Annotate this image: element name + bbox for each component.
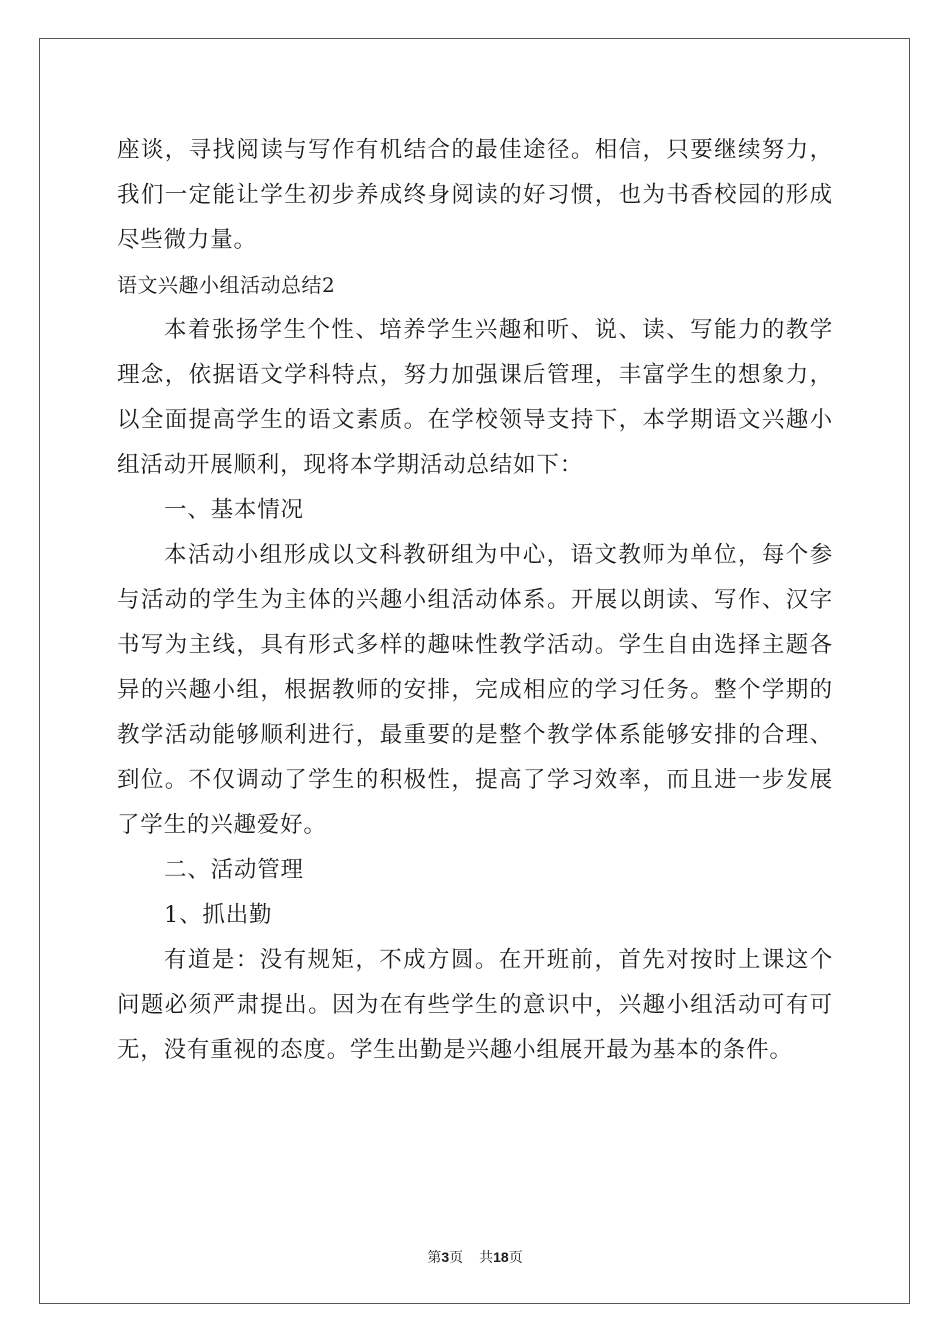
- text-line: 无，没有重视的态度。学生出勤是兴趣小组展开最为基本的条件。: [117, 1037, 793, 1063]
- document-body: [117, 128, 833, 1073]
- page-footer: [0, 1247, 950, 1267]
- section-heading: [117, 263, 833, 308]
- page-prefix: 第: [427, 1250, 442, 1266]
- total-page-count: 18: [493, 1249, 509, 1265]
- text-line: 我们一定能让学生初步养成终身阅读的好习惯，也为书香校园的形成: [117, 182, 833, 208]
- text-line: 异的兴趣小组，根据教师的安排，完成相应的学习任务。整个学期的: [117, 677, 833, 703]
- text-line: 了学生的兴趣爱好。: [117, 812, 327, 838]
- text-line: 书写为主线，具有形式多样的趣味性教学活动。学生自由选择主题各: [117, 632, 833, 658]
- subheading: [117, 488, 833, 533]
- text-line: 问题必须严肃提出。因为在有些学生的意识中，兴趣小组活动可有可: [117, 992, 833, 1018]
- subheading-basic-situation: 一、基本情况: [164, 497, 304, 523]
- total-prefix: 共: [479, 1250, 494, 1266]
- text-line: 教学活动能够顺利进行，最重要的是整个教学体系能够安排的合理、: [117, 722, 833, 748]
- text-line: 组活动开展顺利，现将本学期活动总结如下：: [117, 452, 584, 478]
- text-line: 本着张扬学生个性、培养学生兴趣和听、说、读、写能力的教学: [164, 317, 833, 343]
- paragraph: [117, 128, 833, 263]
- text-line: 理念，依据语文学科特点，努力加强课后管理，丰富学生的想象力，: [117, 362, 833, 388]
- current-page-number: 3: [441, 1249, 450, 1265]
- page-unit: 页: [449, 1250, 464, 1266]
- text-line: 到位。不仅调动了学生的积极性，提高了学习效率，而且进一步发展: [117, 767, 833, 793]
- total-unit: 页: [508, 1250, 523, 1266]
- paragraph: [117, 308, 833, 488]
- text-line: 本活动小组形成以文科教研组为中心，语文教师为单位，每个参: [164, 542, 833, 568]
- text-line: 以全面提高学生的语文素质。在学校领导支持下，本学期语文兴趣小: [117, 407, 833, 433]
- subheading-attendance: 1、抓出勤: [164, 902, 273, 928]
- text-line: 尽些微力量。: [117, 227, 257, 253]
- subheading: [117, 893, 833, 938]
- text-line: 有道是：没有规矩，不成方圆。在开班前，首先对按时上课这个: [164, 947, 833, 973]
- text-line: 与活动的学生为主体的兴趣小组活动体系。开展以朗读、写作、汉字: [117, 587, 833, 613]
- paragraph: [117, 938, 833, 1073]
- subheading: [117, 848, 833, 893]
- subheading-activity-management: 二、活动管理: [164, 857, 304, 883]
- section-title: 语文兴趣小组活动总结2: [117, 273, 336, 297]
- text-line: 座谈，寻找阅读与写作有机结合的最佳途径。相信，只要继续努力，: [117, 137, 833, 163]
- paragraph: [117, 533, 833, 848]
